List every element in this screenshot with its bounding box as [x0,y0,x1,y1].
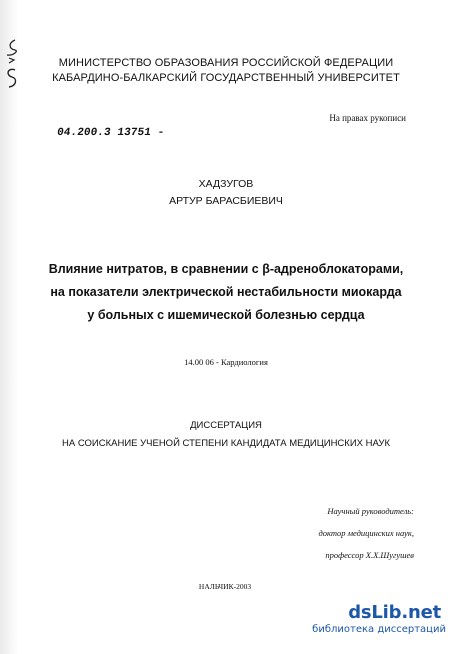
title-line-2: на показатели электрической нестабильности миокарда [50,285,402,299]
handwritten-stamp-code: 04.200.3 13751 - [56,127,166,139]
watermark-domain [310,602,450,623]
dissertation-type: ДИССЕРТАЦИЯ [190,420,262,431]
supervisor-label: Научный руководитель: [327,506,414,516]
author-block [40,176,412,210]
city-year: НАЛЬЧИК-2003 [198,582,252,591]
manuscript-rights-note: На правах рукописи [329,113,406,123]
dissertation-title [40,258,412,327]
supervisor-degree: доктор медицинских наук, [318,528,414,538]
title-line-3: у больных с ишемической болезнью сердца [87,308,365,322]
watermark-subtitle: библиотека диссертаций [312,624,446,635]
specialty-block [40,356,412,368]
specialty-code: 14.00 06 - Кардиология [184,357,268,367]
watermark-domain-suffix: .net [401,602,441,623]
author-name: АРТУР БАРАСБИЕВИЧ [169,195,283,207]
handwritten-margin-marks-icon [2,36,20,92]
dissertation-label-block [40,417,412,453]
dslib-watermark [310,602,450,654]
dissertation-degree: НА СОИСКАНИЕ УЧЕНОЙ СТЕПЕНИ КАНДИДАТА МЕДИЦИНСКИХ НАУК [62,438,390,449]
author-surname: ХАДЗУГОВ [198,178,254,190]
supervisor-name: профессор Х.Х.Шугушев [325,550,414,560]
university-line: КАБАРДИНО-БАЛКАРСКИЙ ГОСУДАРСТВЕННЫЙ УНИВЕРСИТЕТ [52,72,400,84]
ministry-line: МИНИСТЕРСТВО ОБРАЗОВАНИЯ РОССИЙСКОЙ ФЕДЕРАЦИИ [58,57,394,69]
scanned-page-edge [0,0,18,654]
watermark-domain-main: dsLib [348,602,402,623]
supervisor-block [254,500,414,566]
title-line-1: Влияние нитратов, в сравнении с β-адреноблокаторами, [48,262,404,276]
institution-header [40,56,412,86]
